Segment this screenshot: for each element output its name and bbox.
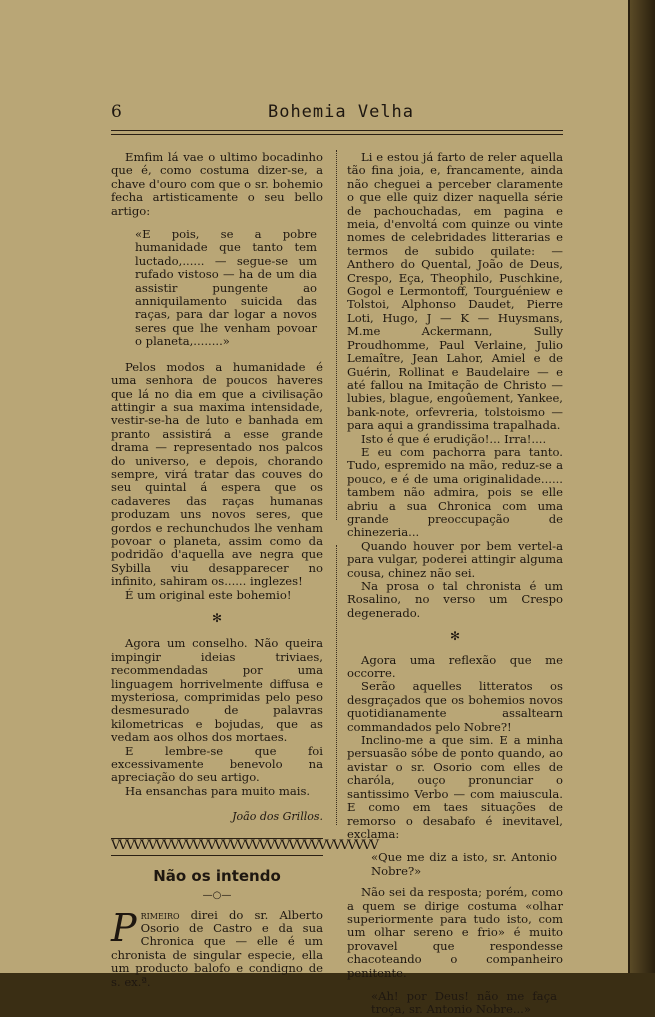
left-paragraph-2: Pelos modos a humanidade é uma senhora de poucos haveres que lá no dia em que a civilisação attingir a sua maxima intensidade, vestir-se-ha de luto e banhada em pranto assistirá a esse grande drama — representado nos palcos do universo, e depois, chorando sempre, virá tratar das couves do seu quintal á espera que os cadaveres das raças humanas produzam uns novos seres, que gordos e rechunchudos lhe venham povoar o planeta, assim como da podridão d'aquella ave negra que Sybilla viu desapparecer no infinito, sahiram os...... inglezes!	[111, 359, 323, 589]
right-paragraph-7: Serão aquelles litteratos os desgraçados que os bohemios novos quotidianamente assaltearn commandados pelo Nobre?!	[347, 679, 563, 734]
column-divider-bottom	[336, 545, 337, 825]
right-paragraph-8: Inclino-me a que sim. E a minha persuasão sóbe de ponto quando, ao avistar o sr. Osorio com elles de charóla, ouço pronunciar o santissimo Verbo — com maiuscula. E como em taes situações de remorso o desabafo é inevitavel, exclama:	[347, 733, 563, 841]
drop-cap: P	[111, 905, 137, 950]
dropcap-continuation: rimeiro	[140, 907, 180, 922]
journal-title: Bohemia Velha	[267, 102, 415, 122]
header-rule-top	[111, 130, 563, 131]
right-quote-2: «Ah! por Deus! não me faça troça, sr. Antonio Nobre...»	[371, 988, 557, 1017]
right-paragraph-9: Não sei da resposta; porém, como a quem se dirige costuma «olhar superiormente para tudo isto, com um olhar sereno e frio» é muito provavel que respondesse chacoteando o companheiro penitente.	[347, 885, 563, 980]
right-paragraph-2: Isto é que é erudição!... Irra!....	[361, 431, 547, 446]
right-paragraph-4: Quando houver por bem vertel-a para vulgar, poderei attingir alguma cousa, chinez não sei.	[347, 538, 563, 580]
left-paragraph-7-text: direi do sr. Alberto Osorio de Castro e da sua Chronica que — elle é um chronista de singular especie, ella um producto balofo e condigno de s. ex.ª.	[111, 907, 323, 989]
left-quote-1: «E pois, se a pobre humanidade que tanto tem luctado,...... — segue-se um rufado vistoso — ha de um dia assistir pungente ao anniquilamento suicida das raças, para dar logar a novos seres que lhe venham povoar o planeta,........»	[135, 227, 317, 349]
right-quote-1: «Que me diz a isto, sr. Antonio Nobre?»	[371, 850, 557, 878]
page-header	[111, 102, 563, 126]
right-paragraph-6: Agora uma reflexão que me occorre.	[347, 652, 563, 681]
page-number: 6	[111, 102, 122, 122]
left-paragraph-4: Agora um conselho. Não queira impingir ideias triviaes, recommendadas por uma linguagem horrivelmente diffusa e mysteriosa, comprimidas pelo peso desmesurado de palavras kilometricas e bojudas, que as vedam aos olhos dos mortaes.	[111, 636, 323, 745]
page-binding-edge	[630, 0, 655, 973]
left-column	[111, 150, 377, 989]
right-paragraph-5: Na prosa o tal chronista é um Rosalino, no verso um Crespo degenerado.	[347, 579, 563, 620]
section-mark: —○—	[202, 890, 232, 902]
left-paragraph-1: Emfim lá vae o ultimo bocadinho que é, como costuma dizer-se, a chave d'ouro com que o sr. bohemio fecha artisticamente o seu bello artigo:	[111, 150, 323, 218]
section-divider-left: ✻	[211, 611, 223, 625]
left-paragraph-6: Ha ensanchas para muito mais.	[125, 783, 311, 798]
section-divider-right: ✻	[449, 629, 461, 644]
right-paragraph-3: E eu com pachorra para tanto. Tudo, espremido na mão, reduz-se a pouco, e é de uma originalidade...... tambem não admira, pois se elle abriu a sua Chronica com uma grande preoccupação de chinezeria...	[347, 444, 563, 540]
right-paragraph-1: Li e estou já farto de reler aquella tão fina joia, e, francamente, ainda não cheguei a perceber claramente o que elle quiz dizer naquella série de pachouchadas, em pagina e meia, d'envoltá com quinze ou vinte nomes de celebridades litterarias e termos de subido quilate: — Anthero do Quental, João de Deus, Crespo, Eça, Theophilo, Puschkine, Gogol e Lermontoff, Tourguéniew e Tolstoi, Alphonso Daudet, Pierre Loti, Hugo, J — K — Huysmans, M.me Ackermann, Sully Proudhomme, Paul Verlaine, Julio Lemaître, Jean Lahor, Amiel e de Guérin, Rollinat e Baudelaire — e até fallou na Imitação de Christo — lubies, blague, engoûement, Yankee, bank-note, orfevreria, tolstoismo — para aqui a grandissima trapalhada.	[347, 150, 563, 433]
left-paragraph-3: É um original este bohemio!	[125, 587, 292, 602]
left-paragraph-5: E lembre-se que foi excessivamente benevolo na apreciação do seu artigo.	[111, 743, 323, 785]
section-title: Não os intendo	[153, 866, 281, 885]
header-rule-bottom	[111, 134, 563, 135]
right-column	[347, 151, 563, 1017]
left-paragraph-7	[111, 905, 323, 989]
column-divider-top	[336, 150, 337, 520]
signature: João dos Grillos.	[232, 810, 323, 824]
ornamental-border: VVVVVVVVVVVVVVVVVVVVVVVVVVVVVVVVVVVV	[111, 838, 323, 856]
